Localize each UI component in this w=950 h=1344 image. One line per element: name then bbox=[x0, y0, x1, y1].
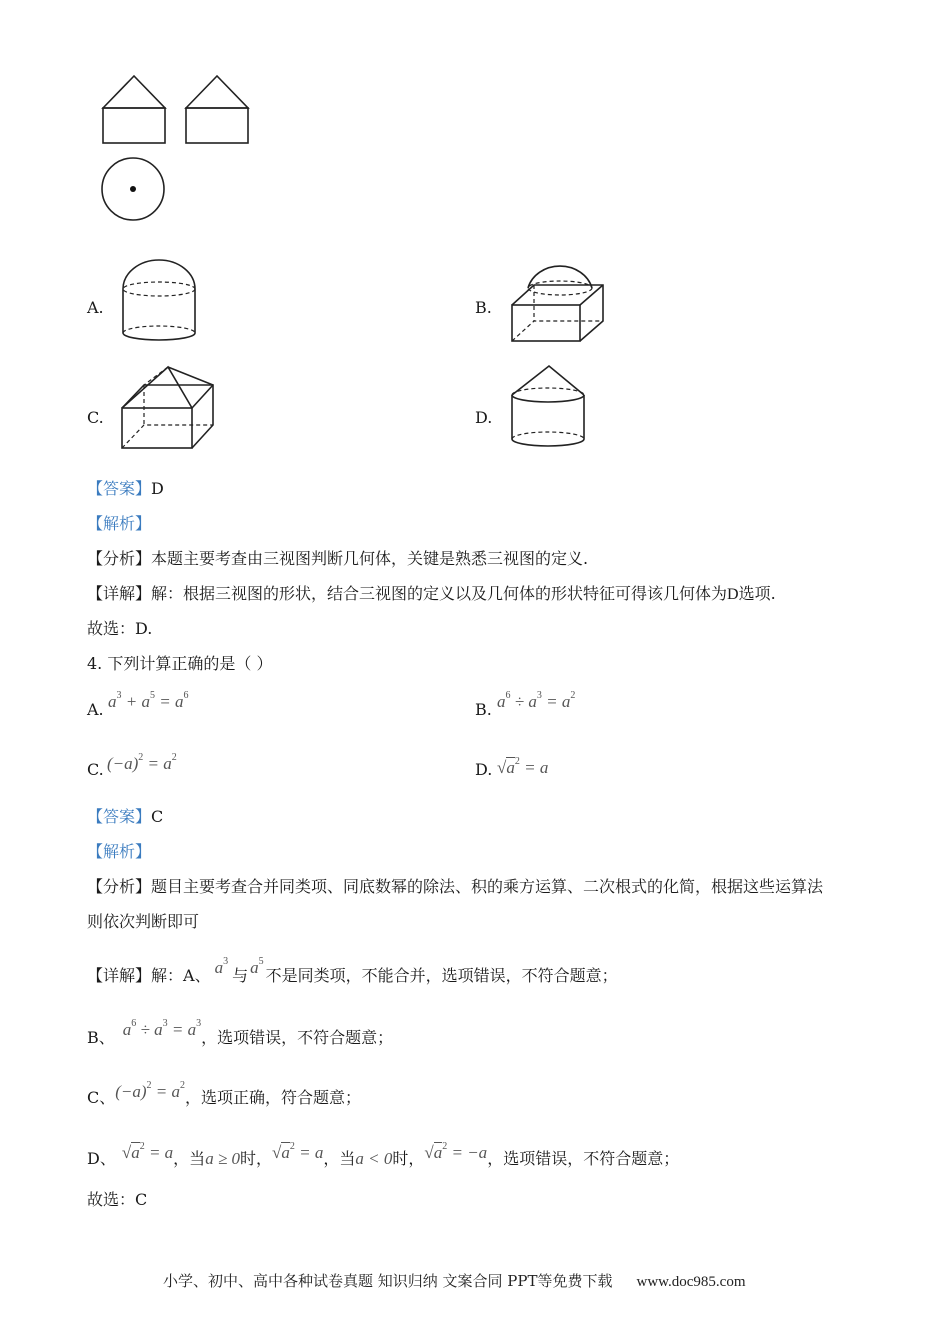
hemisphere-on-cylinder-icon bbox=[120, 258, 200, 344]
math-a3: $a^3$ bbox=[214, 956, 229, 977]
q4-option-a-letter: A. bbox=[87, 700, 104, 719]
xiangjie-tag: 【详解】 bbox=[87, 966, 152, 985]
q3-answer-line bbox=[87, 479, 164, 499]
fenxi-tag: 【分析】 bbox=[87, 549, 152, 568]
q4-question: 4. 下列计算正确的是（ ） bbox=[87, 654, 273, 673]
math-d-expr3: $√a^2 = -a$ bbox=[424, 1141, 488, 1162]
math-d-cond1: a ≥ 0 bbox=[205, 1149, 241, 1168]
footer-text: 小学、初中、高中各种试卷真题 知识归纳 文案合同 PPT等免费下载 bbox=[163, 1272, 613, 1290]
q4-analysis-tag: 【解析】 bbox=[87, 842, 152, 861]
math-b-expr: $a^6 \div a^3 = a^3$ bbox=[122, 1018, 202, 1039]
q3-fenxi-line bbox=[87, 549, 588, 569]
q4-option-a-expr: $a^3 + a^5 = a^6$ bbox=[108, 690, 189, 711]
q4-xiangjie-a-line: 【详解】解：A、 $a^3$与 $a^5$不是同类项，不能合并，选项错误，不符合题意； bbox=[87, 956, 618, 985]
fenxi-text: 本题主要考查由三视图判断几何体，关键是熟悉三视图的定义. bbox=[151, 549, 589, 568]
q4-xiangjie-c-line: C、$(-a)^2 = a^2$，选项正确，符合题意； bbox=[87, 1080, 362, 1107]
q4-option-b-expr: $a^6 \div a^3 = a^2$ bbox=[497, 690, 576, 711]
xiangjie-text: 解：根据三视图的形状，结合三视图的定义以及几何体的形状特征可得该几何体为 bbox=[151, 584, 728, 603]
xiangjie-letter: D bbox=[727, 586, 739, 603]
math-c-expr: $(-a)^2 = a^2$ bbox=[115, 1080, 186, 1101]
fenxi-tag: 【分析】 bbox=[87, 877, 152, 896]
q4-option-d-letter: D. bbox=[475, 760, 493, 779]
answer-tag: 【答案】 bbox=[87, 807, 152, 826]
q4-option-b-letter: B. bbox=[475, 700, 492, 719]
cone-on-cylinder-icon bbox=[508, 363, 588, 451]
q3-option-c-letter: C. bbox=[87, 408, 104, 427]
xiangjie-end: 选项. bbox=[738, 584, 776, 603]
top-view bbox=[102, 158, 164, 220]
footer bbox=[163, 1270, 746, 1291]
front-view bbox=[103, 76, 165, 143]
pyramid-on-cuboid-icon bbox=[118, 363, 218, 453]
q3-choice: 故选：D. bbox=[87, 619, 153, 638]
math-d-expr1: $√a^2 = a$ bbox=[121, 1141, 174, 1162]
q4-choice: 故选：C bbox=[87, 1190, 148, 1209]
q3-option-b-letter: B. bbox=[475, 298, 492, 317]
xiangjie-tag: 【详解】 bbox=[87, 584, 152, 603]
q3-option-a-letter: A. bbox=[87, 298, 104, 317]
q3-option-d-letter: D. bbox=[475, 408, 493, 427]
q4-option-c-expr: $(-a)^2 = a^2$ bbox=[107, 752, 177, 773]
three-view-figure bbox=[95, 68, 260, 228]
q3-analysis-tag: 【解析】 bbox=[87, 514, 152, 533]
answer-value: C bbox=[151, 807, 164, 826]
side-view bbox=[186, 76, 248, 143]
q4-answer-line bbox=[87, 807, 163, 827]
q4-fenxi-line1 bbox=[87, 877, 823, 897]
math-a5: $a^5$ bbox=[250, 956, 264, 977]
q4-fenxi-line2: 则依次判断即可 bbox=[87, 912, 200, 931]
math-d-cond2: a < 0 bbox=[355, 1149, 393, 1168]
q3-xiangjie-line bbox=[87, 584, 776, 605]
q4-option-d-expr: $√a^2 = a$ bbox=[497, 756, 549, 777]
q4-xiangjie-d-line: D、 $√a^2 = a$，当a ≥ 0时，$√a^2 = a$，当a < 0时，$√a^2 = -a$，选项错误，不符合题意； bbox=[87, 1141, 680, 1168]
hemisphere-on-cube-icon bbox=[508, 253, 608, 345]
fenxi-text: 题目主要考查合并同类项、同底数幂的除法、积的乘方运算、二次根式的化简，根据这些运算法 bbox=[151, 877, 824, 896]
footer-link[interactable]: www.doc985.com bbox=[636, 1274, 746, 1290]
answer-tag: 【答案】 bbox=[87, 479, 152, 498]
answer-value: D bbox=[151, 479, 164, 498]
q4-option-c-letter: C. bbox=[87, 760, 104, 779]
math-d-expr2: $√a^2 = a$ bbox=[272, 1141, 324, 1162]
q4-xiangjie-b-line: B、 $a^6 \div a^3 = a^3$，选项错误，不符合题意； bbox=[87, 1018, 394, 1047]
